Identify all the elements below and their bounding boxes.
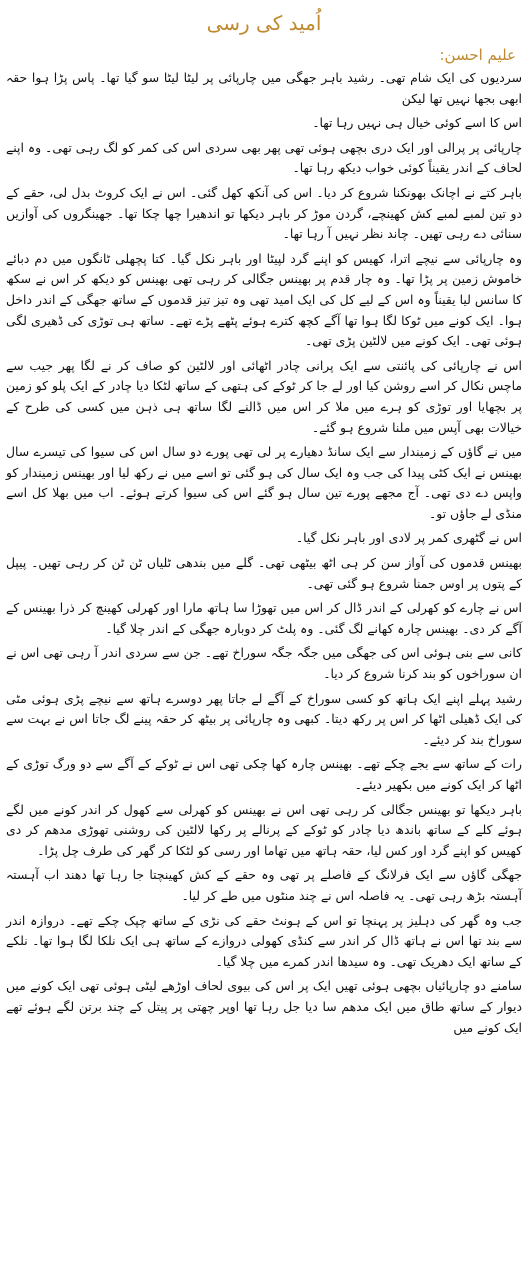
paragraph: اس نے گٹھری کمر پر لادی اور باہر نکل گیا۔ xyxy=(295,530,522,546)
story-title: اُمید کی رسی xyxy=(206,11,322,35)
story-body xyxy=(6,68,522,1038)
paragraph: اس نے چارپائی کی پائنتی سے ایک پرانی چادر اٹھائی اور لالٹین کو صاف کر نے لگا پھر جیب سے ماچس نکال کر اسے روشن کیا اور لے جا کر ٹوکے کی ہتھی کے ساتھ لٹکا دیا چادر کے ایک پلو کو زمین پر بچھایا اور توڑی کو ہرے میں ملا کر اس میں ڈالنے لگا ساتھ ہی ذہن میں کسی کی طرح کے خیالات بھی آپس میں ملنا شروع ہو گئے۔ xyxy=(6,357,522,435)
paragraph: میں نے گاؤں کے زمیندار سے ایک سانڈ دھیارے پر لی تھی پورے دو سال اس کی سیوا کی تیسرے سال بھینس نے ایک کٹی پیدا کی جب وہ ایک سال کی ہو گئی تو اسے میں نے رکھ لیا اور بھینس زمیندار کو واپس دے دی تھی۔ آج مجھے پورے تین سال ہو گئے اس کی سیوا کرتے ہوئے۔ اب میں بھلا کل اسے منڈی لے جاؤں تو۔ xyxy=(6,444,522,521)
paragraph: کانی سے بنی ہوئی اس کی جھگی میں جگہ جگہ سوراخ تھے۔ جن سے سردی اندر آ رہی تھی اس نے ان سوراخوں کو بند کرنا شروع کر دیا۔ xyxy=(6,645,522,682)
paragraph: اس کا اسے کوئی خیال ہی نہیں رہا تھا۔ xyxy=(312,115,522,131)
paragraph: سردیوں کی ایک شام تھی۔ رشید باہر جھگی میں چارپائی پر لیٹا لیٹا سو گیا تھا۔ پاس پڑا ہوا حقہ ابھی بجھا نہیں تھا لیکن xyxy=(6,70,522,106)
paragraph: باہر کتے نے اچانک بھونکنا شروع کر دیا۔ اس کی آنکھ کھل گئی۔ اس نے ایک کروٹ بدل لی، حقے کے دو تین لمبے لمبے کش کھینچے، گردن موڑ کر باہر دیکھا تو اندھیرا چھا چکا تھا۔ جھینگروں کی آوازیں سنائی دے رہی تھیں۔ چاند نظر نہیں آ رہا تھا۔ xyxy=(6,184,522,242)
paragraph: جب وہ گھر کی دہلیز پر پہنچا تو اس کے ہونٹ حقے کی نڑی کے ساتھ چپک چکے تھے۔ دروازہ اندر سے بند تھا اس نے ہاتھ ڈال کر اندر سے کنڈی کھولی دروازے کے ساتھ ہی ایک نلکا لگا ہوا تھا۔ نلکے کے ساتھ ایک دھریک تھی۔ وہ سیدھا اندر کمرے میں چلا گیا۔ xyxy=(6,912,522,969)
paragraph: سامنے دو چارپائیاں بچھی ہوئی تھیں ایک پر اس کی بیوی لحاف اوڑھے لیٹی ہوئی تھی ایک کونے میں دیوار کے ساتھ طاق میں ایک مدھم سا دیا جل رہا تھا اوپر چھتی پر پیتل کے چند برتن لگے ہوئے تھے ایک کونے میں xyxy=(6,978,522,1035)
author-name: علیم احسن: xyxy=(439,46,516,64)
paragraph: بھینس قدموں کی آواز سن کر ہی اٹھ بیٹھی تھی۔ گلے میں بندھی ٹلیاں ٹن ٹن کر رہی تھیں۔ پیپل کے پتوں پر اوس جمنا شروع ہو گئی تھی۔ xyxy=(6,555,522,591)
paragraph: اس نے چارے کو کھرلی کے اندر ڈال کر اس میں تھوڑا سا ہاتھ مارا اور کھرلی کھینچ کر ذرا بھینس کے آگے کر دی۔ بھینس چارہ کھانے لگ گئی۔ وہ پلٹ کر دوبارہ جھگی کے اندر چلا گیا۔ xyxy=(6,600,522,636)
paragraph: رشید پہلے اپنے ایک ہاتھ کو کسی سوراخ کے آگے لے جاتا پھر دوسرے ہاتھ سے نیچے پڑی ہوئی مٹی کی ایک ڈھیلی اٹھا کر اس پر رکھ دیتا۔ کبھی وہ چارپائی پر بیٹھ کر حقہ پینے لگ جاتا اس نے بہت سے سوراخ بند کر دیئے۔ xyxy=(6,690,522,747)
paragraph: وہ چارپائی سے نیچے اترا، کھیس کو اپنے گرد لپیٹا اور باہر نکل گیا۔ کتا پچھلی ٹانگوں میں دم دبائے خاموش زمین پر پڑا تھا۔ وہ چار قدم پر بھینس جگالی کر رہی تھی بھینس کو دیکھ کر اس نے سکھ کا سانس لیا یقیناً وہ اس کے لیے کل کی ایک امید تھی وہ تیز تیز قدموں کے ساتھ جھگی کے اندر داخل ہوا۔ ایک کونے میں ٹوکا لگا ہوا تھا آگے کچھ کترے ہوئے پٹھے پڑے تھے۔ ساتھ ہی توڑی کی ڈھیری لگی ہوئی تھی۔ ایک کونے میں لالٹین پڑی تھی۔ xyxy=(6,250,522,349)
paragraph: باہر دیکھا تو بھینس جگالی کر رہی تھی اس نے بھینس کو کھرلی سے کھول کر اندر کونے میں لگے ہوئے کلے کے ساتھ باندھ دیا چادر کو ٹوکے کے پرنالے پر رکھا لالٹین کی روشنی تھوڑی مدھم کر دی کھیس کو اپنے گرد اور کس لیا، حقہ ہاتھ میں تھاما اور رسی کو لٹکا کر گھر کی طرف چل پڑا۔ xyxy=(6,801,522,858)
paragraph: رات کے ساتھ سے بجے چکے تھے۔ بھینس چارہ کھا چکی تھی اس نے ٹوکے کے آگے سے دو ورگ توڑی کے اٹھا کر ایک کونے میں بکھیر دیئے۔ xyxy=(6,756,522,792)
paragraph: چارپائی پر پرالی اور ایک دری بچھی ہوئی تھی پھر بھی سردی اس کی کمر کو لگ رہی تھی۔ وہ اپنے لحاف کے اندر یقیناً کوئی خواب دیکھ رہا تھا۔ xyxy=(6,139,522,176)
paragraph: جھگی گاؤں سے ایک فرلانگ کے فاصلے پر تھی وہ حقے کے کش کھینچتا جا رہا تھا دھند اب آہستہ آہستہ بڑھ رہی تھی۔ یہ فاصلہ اس نے چند منٹوں میں طے کر لیا۔ xyxy=(6,867,522,903)
